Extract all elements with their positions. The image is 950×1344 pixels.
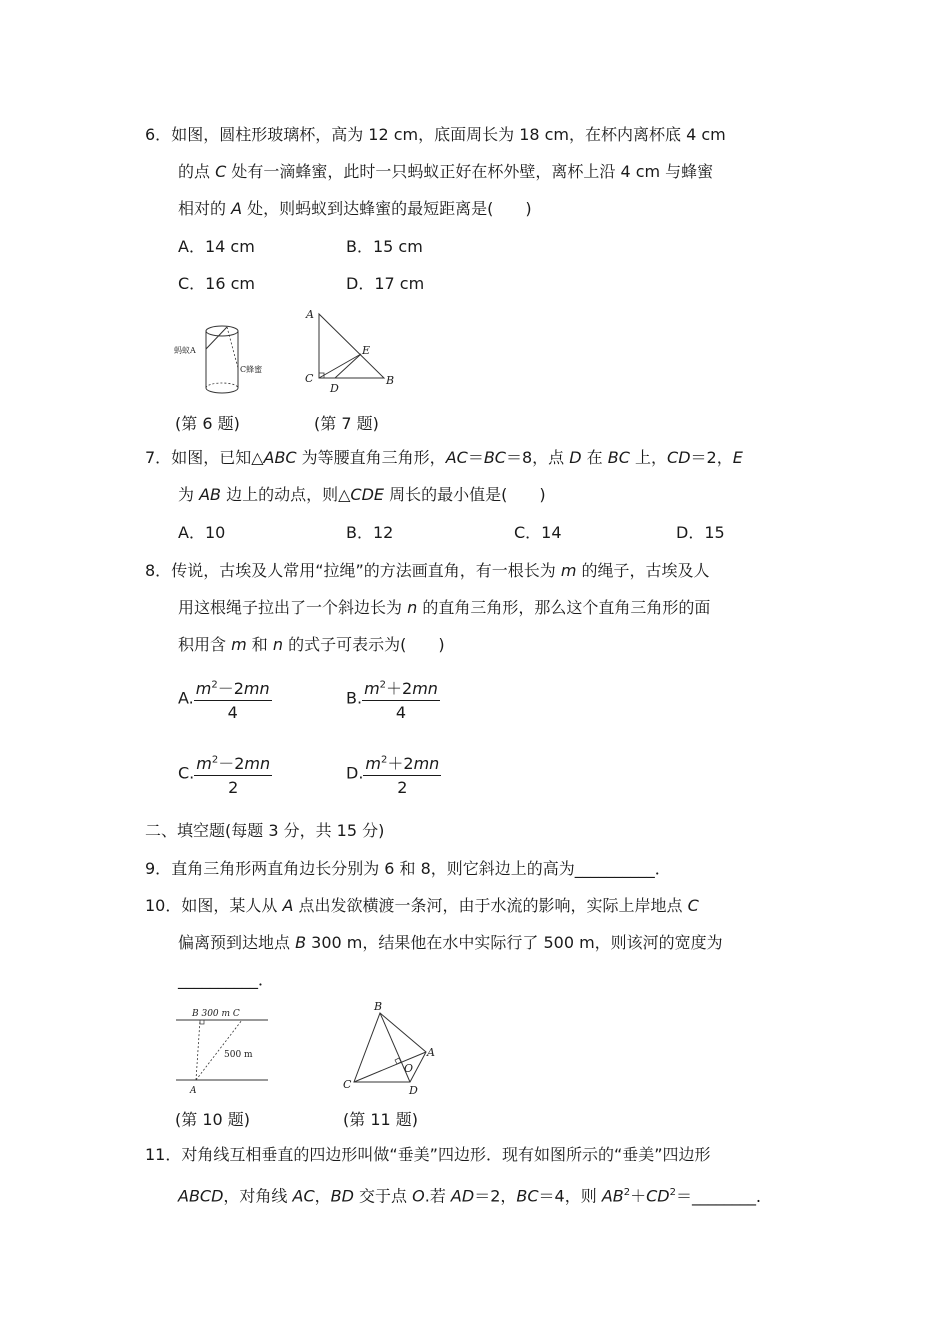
q11-t3: 交于点 bbox=[353, 1186, 413, 1206]
q11-t7: ＋ bbox=[630, 1186, 647, 1206]
q11-line-2 bbox=[178, 1182, 772, 1207]
q10-t2: 点出发欲横渡一条河，由于水流的影响，实际上岸地点 bbox=[293, 896, 688, 915]
q10-line-1 bbox=[145, 895, 699, 917]
q8-opt-b-rest: ＋2 bbox=[386, 679, 413, 698]
q6-option-d: D．17 cm bbox=[346, 274, 425, 293]
segment-de bbox=[335, 354, 361, 378]
q7-v4: D bbox=[569, 448, 582, 467]
q6-number: 6． bbox=[145, 125, 172, 144]
q6-text-3b: 处，则蚂蚁到达蜂蜜的最短距离是( ) bbox=[242, 199, 532, 218]
q8-opt-c-label: C. bbox=[178, 763, 195, 783]
section-2-heading: 二、填空题(每题 3 分，共 15 分) bbox=[145, 821, 385, 840]
q11-sq1: 2 bbox=[623, 1187, 631, 1198]
cylinder-bottom-front bbox=[206, 388, 238, 393]
q8-opt-c-sq: 2 bbox=[211, 754, 219, 766]
ant-path-solid bbox=[206, 327, 227, 349]
q6-text-1: 如图，圆柱形玻璃杯，高为 12 cm，底面周长为 18 cm，在杯内离杯底 4 cm bbox=[171, 125, 726, 144]
q11-number: 11． bbox=[145, 1145, 182, 1164]
cylinder-top-ellipse bbox=[206, 326, 238, 336]
q8-t6: 和 bbox=[246, 635, 273, 654]
q8-opt-d-fraction bbox=[363, 751, 441, 797]
q7-label-e: E bbox=[362, 344, 371, 357]
q7-v9: CDE bbox=[350, 485, 385, 504]
q6-option-b: B．15 cm bbox=[346, 237, 423, 256]
q7-label-a: A bbox=[306, 308, 314, 321]
q8-opt-d-label: D. bbox=[346, 763, 364, 783]
q8-opt-a-fraction bbox=[194, 676, 272, 722]
q8-opt-d-mn: mn bbox=[413, 754, 440, 773]
q8-opt-a-mn: mn bbox=[243, 679, 270, 698]
q11-v7: AB bbox=[601, 1186, 624, 1206]
q8-v4: n bbox=[272, 635, 284, 654]
q7-label-c: C bbox=[305, 372, 314, 385]
q7-t7: ＝2， bbox=[690, 448, 733, 467]
q10-river-figure bbox=[174, 1000, 274, 1100]
cylinder-bottom-back bbox=[206, 383, 238, 388]
q7-option-a: A．10 bbox=[178, 523, 226, 542]
q8-opt-b-den: 4 bbox=[395, 703, 407, 722]
q8-opt-b-mn: mn bbox=[412, 679, 438, 698]
quadrilateral-abcd bbox=[354, 1013, 426, 1082]
q7-option-c: C．14 bbox=[514, 523, 562, 542]
q8-line-3 bbox=[178, 634, 445, 656]
q8-opt-b-fraction bbox=[362, 676, 440, 722]
q7-option-d: D．15 bbox=[676, 523, 725, 542]
q8-t7: 的式子可表示为( ) bbox=[283, 635, 445, 654]
q8-option-d bbox=[346, 751, 441, 797]
q11-t8: ＝________． bbox=[676, 1186, 773, 1206]
q7-t9: 边上的动点，则△ bbox=[221, 485, 351, 504]
q7-number: 7． bbox=[145, 448, 172, 467]
q11-v2: AC bbox=[292, 1186, 315, 1206]
q7-line-1 bbox=[145, 447, 743, 469]
q7-label-b: B bbox=[386, 374, 395, 387]
q8-opt-d-rest: ＋2 bbox=[387, 754, 414, 773]
q7-t3: ＝ bbox=[467, 448, 484, 467]
q8-t2: 的绳子，古埃及人 bbox=[576, 561, 710, 580]
triangle-abc bbox=[319, 314, 384, 378]
q6-text-3a: 相对的 bbox=[178, 199, 232, 218]
right-angle-mark-b bbox=[200, 1020, 204, 1024]
q11-caption: (第 11 题) bbox=[343, 1110, 419, 1129]
q8-option-c bbox=[178, 751, 272, 797]
q6-line-2 bbox=[178, 161, 713, 183]
q11-v5: AD bbox=[450, 1186, 475, 1206]
q7-line-2 bbox=[178, 484, 546, 506]
q6-option-c: C．16 cm bbox=[178, 274, 256, 293]
q11-v3: BD bbox=[330, 1186, 354, 1206]
q11-quadrilateral-figure bbox=[336, 998, 446, 1098]
q8-number: 8． bbox=[145, 561, 172, 580]
q8-opt-d-m: m bbox=[365, 754, 381, 773]
q11-t4: .若 bbox=[424, 1186, 451, 1206]
segment-ab-dashed bbox=[196, 1020, 200, 1080]
q11-text-1: 对角线互相垂直的四边形叫做“垂美”四边形．现有如图所示的“垂美”四边形 bbox=[181, 1145, 711, 1164]
q11-v8: CD bbox=[646, 1186, 670, 1206]
q7-t6: 上， bbox=[629, 448, 668, 467]
q8-t5: 积用含 bbox=[178, 635, 232, 654]
q6-var-c: C bbox=[215, 162, 227, 181]
q7-caption: (第 7 题) bbox=[314, 414, 379, 433]
q8-line-1 bbox=[145, 560, 710, 582]
q10-v3: B bbox=[295, 933, 307, 952]
q8-t1: 传说，古埃及人常用“拉绳”的方法画直角，有一根长为 bbox=[171, 561, 561, 580]
q6-label-ant-a: 蚂蚁A bbox=[174, 346, 196, 355]
q8-v2: n bbox=[407, 598, 418, 617]
q11-label-a: A bbox=[427, 1046, 435, 1059]
q7-v5: BC bbox=[607, 448, 630, 467]
q11-label-o: O bbox=[404, 1062, 414, 1075]
q7-t10: 周长的最小值是( ) bbox=[384, 485, 546, 504]
q11-v4: O bbox=[412, 1186, 425, 1206]
q11-v1: ABCD bbox=[178, 1186, 224, 1206]
q8-opt-a-den: 4 bbox=[227, 703, 238, 722]
q10-t1: 如图，某人从 bbox=[181, 896, 283, 915]
q7-t8: 为 bbox=[178, 485, 200, 504]
q8-opt-b-m: m bbox=[364, 679, 380, 698]
q7-option-b: B．12 bbox=[346, 523, 394, 542]
q8-opt-c-m: m bbox=[196, 754, 212, 773]
q8-opt-d-den: 2 bbox=[397, 778, 408, 797]
q8-opt-c-fraction bbox=[194, 751, 272, 797]
q7-t5: 在 bbox=[581, 448, 608, 467]
q7-v2: AC bbox=[445, 448, 468, 467]
q10-caption: (第 10 题) bbox=[175, 1110, 251, 1129]
q7-t1: 如图，已知△ bbox=[171, 448, 264, 467]
q8-option-a bbox=[178, 676, 272, 722]
q8-opt-c-rest: －2 bbox=[218, 754, 245, 773]
q8-t3: 用这根绳子拉出了一个斜边长为 bbox=[178, 598, 408, 617]
q8-v3: m bbox=[231, 635, 247, 654]
q8-opt-b-label: B. bbox=[346, 688, 363, 708]
q6-text-2a: 的点 bbox=[178, 162, 216, 181]
q11-t1: ，对角线 bbox=[223, 1186, 293, 1206]
q11-t5: ＝2， bbox=[474, 1186, 517, 1206]
q11-label-d: D bbox=[409, 1084, 418, 1097]
q11-line-1 bbox=[145, 1144, 711, 1166]
q6-caption: (第 6 题) bbox=[175, 414, 240, 433]
q10-v2: C bbox=[687, 896, 699, 915]
q10-line-2 bbox=[178, 932, 723, 954]
q11-label-b: B bbox=[374, 1000, 383, 1013]
q8-line-2 bbox=[178, 597, 710, 619]
q11-label-c: C bbox=[343, 1078, 352, 1091]
q8-option-b bbox=[346, 676, 440, 722]
q8-opt-d-sq: 2 bbox=[381, 754, 388, 766]
q8-t4: 的直角三角形，那么这个直角三角形的面 bbox=[417, 598, 711, 617]
q9-number: 9． bbox=[145, 859, 172, 878]
q8-opt-a-label: A. bbox=[178, 688, 194, 708]
q7-triangle-figure bbox=[298, 304, 408, 396]
q7-label-d: D bbox=[330, 382, 339, 395]
q10-t4: 300 m，结果他在水中实际行了 500 m，则该河的宽度为 bbox=[306, 933, 723, 952]
q6-label-honey-c: C蜂蜜 bbox=[240, 365, 263, 374]
q8-opt-c-mn: mn bbox=[244, 754, 271, 773]
q8-opt-a-rest: －2 bbox=[217, 679, 244, 698]
q10-label-500m: 500 m bbox=[224, 1050, 253, 1060]
q10-t3: 偏离预到达地点 bbox=[178, 933, 296, 952]
q11-t6: ＝4，则 bbox=[538, 1186, 602, 1206]
q7-v3: BC bbox=[483, 448, 506, 467]
q11-sq2: 2 bbox=[669, 1187, 676, 1198]
q7-v1: ABC bbox=[263, 448, 297, 467]
q6-line-1 bbox=[145, 124, 726, 146]
q9-line bbox=[145, 858, 671, 880]
diagonal-ac bbox=[354, 1052, 426, 1082]
q8-v1: m bbox=[560, 561, 577, 580]
q7-v8: AB bbox=[199, 485, 222, 504]
q11-v6: BC bbox=[516, 1186, 539, 1206]
q7-v7: E bbox=[732, 448, 743, 467]
q7-t2: 为等腰直角三角形， bbox=[296, 448, 446, 467]
q8-opt-a-m: m bbox=[195, 679, 212, 698]
q8-opt-c-den: 2 bbox=[228, 778, 239, 797]
q10-line-3: __________． bbox=[178, 970, 275, 989]
q10-label-top: B 300 m C bbox=[192, 1009, 240, 1019]
q6-text-2b: 处有一滴蜂蜜，此时一只蚂蚁正好在杯外壁，离杯上沿 4 cm 与蜂蜜 bbox=[226, 162, 714, 181]
q10-number: 10． bbox=[145, 896, 182, 915]
q8-opt-a-sq: 2 bbox=[211, 679, 218, 691]
q7-t4: ＝8，点 bbox=[505, 448, 570, 467]
q10-label-a: A bbox=[190, 1086, 197, 1096]
q6-cylinder-figure bbox=[172, 318, 282, 400]
q6-line-3 bbox=[178, 198, 532, 220]
q10-v1: A bbox=[282, 896, 294, 915]
q7-v6: CD bbox=[667, 448, 691, 467]
q6-var-a: A bbox=[231, 199, 243, 218]
q6-option-a: A．14 cm bbox=[178, 237, 255, 256]
q8-opt-b-sq: 2 bbox=[379, 679, 387, 691]
segment-ce bbox=[319, 354, 361, 378]
q11-t2: ， bbox=[314, 1186, 331, 1206]
q9-text: 直角三角形两直角边长分别为 6 和 8，则它斜边上的高为__________． bbox=[171, 859, 671, 878]
